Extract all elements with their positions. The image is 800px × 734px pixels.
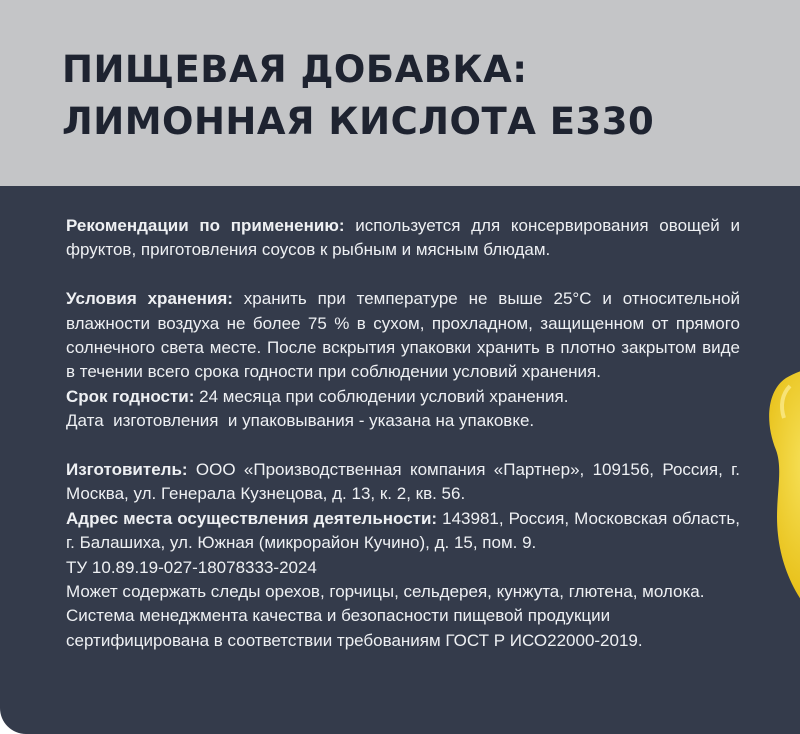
title-line-1: ПИЩЕВАЯ ДОБАВКА:: [62, 48, 528, 91]
shelf-life-label: Срок годности:: [66, 386, 195, 406]
address-text: 143981, Россия, Московская область, г. Балашиха, ул. Южная (микрорайон Кучино), д. 15, пом. 9.: [66, 508, 740, 553]
usage-text: используется для консервирования овощей и фруктов, приготовления соусов к рыбным и мясным блюдам.: [66, 216, 740, 260]
shelf-life-paragraph: [66, 385, 740, 409]
storage-text: хранить при температуре не выше 25°С и относительной влажности воздуха не более 75 % в сухом, прохладном, защищенном от прямого солнечного света месте. После вскрытия упаковки хранить в плотно закрытом виде в течении всего срока годности при соблюдении условий хранения.: [66, 289, 740, 382]
header-band: [0, 0, 800, 186]
address-paragraph: [66, 507, 740, 556]
certification-note: Система менеджмента качества и безопасности пищевой продукции сертифицирована в соответствии требованиям ГОСТ Р ИСО22000-2019.: [66, 606, 643, 650]
tu-code: ТУ 10.89.19-027-18078333-2024: [66, 557, 317, 577]
storage-paragraph: [66, 287, 740, 385]
page-title: [62, 44, 654, 148]
manufacturer-text: ООО «Производственная компания «Партнер», 109156, Россия, г. Москва, ул. Генерала Кузнецова, д. 13, к. 2, кв. 56.: [66, 460, 740, 504]
manufacturer-paragraph: [66, 458, 740, 507]
date-note: Дата изготовления и упаковывания - указана на упаковке.: [66, 411, 535, 431]
storage-label: Условия хранения:: [66, 289, 233, 309]
allergens-note: Может содержать следы орехов, горчицы, сельдерея, кунжута, глютена, молока.: [66, 582, 705, 602]
lemon-image: [760, 360, 800, 660]
address-label: Адрес места осуществления деятельности:: [66, 508, 438, 528]
info-text: [66, 214, 740, 653]
manufacturer-label: Изготовитель:: [66, 460, 188, 480]
usage-label: Рекомендации по применению:: [66, 216, 345, 235]
shelf-life-text: 24 месяца при соблюдении условий хранения.: [194, 386, 569, 406]
usage-paragraph: [66, 214, 740, 263]
title-line-2: ЛИМОННАЯ КИСЛОТА Е330: [62, 100, 655, 143]
